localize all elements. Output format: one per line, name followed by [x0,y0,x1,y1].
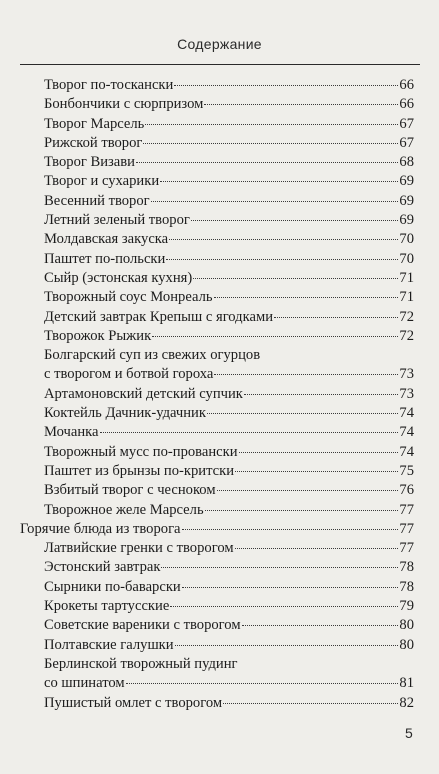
toc-entry-title: Эстонский завтрак [44,559,161,576]
toc-entry-title: Творожный соус Монреаль [44,289,213,306]
toc-entry-page: 68 [399,154,414,171]
dot-leader [143,143,398,144]
toc-entry-page: 75 [399,462,414,479]
toc-entry [20,134,414,153]
toc-entry [20,250,414,269]
toc-entry-title: Творожный мусс по-провански [44,443,238,460]
dot-leader [152,336,398,337]
toc-entry-title: Творог по-тоскански [44,77,174,93]
toc-entry-title: Творог Визави [44,154,135,171]
toc-entry-page: 77 [399,520,414,537]
dot-leader [175,645,399,646]
toc-entry [20,288,414,307]
toc-entry-page: 79 [399,598,414,615]
dot-leader [174,85,398,86]
dot-leader [151,201,399,202]
toc-entry-title: Артамоновский детский супчик [44,385,243,402]
toc-entry [20,211,414,230]
dot-leader [161,567,398,568]
toc-entry-page: 76 [399,482,414,499]
dot-leader [170,606,398,607]
toc-entry-page: 69 [399,212,414,229]
toc-entry-title: Крокеты тартусские [44,598,170,615]
toc-entry-page: 78 [399,578,414,595]
toc-entry-page: 74 [399,405,414,422]
dot-leader [126,683,399,684]
toc-entry-title: Паштет из брынзы по-критски [44,462,235,479]
toc-entry-page: 77 [399,501,414,518]
toc-entry-page: 81 [399,675,414,692]
dot-leader [145,124,398,125]
toc-entry [20,481,414,500]
toc-entry [20,443,414,462]
toc-entry [20,308,414,327]
toc-entry-title: Творожное желе Марсель [44,501,204,518]
toc-entry-title: Весенний творог [44,192,150,209]
toc-entry [20,578,414,597]
toc-entry-title: Творог и сухарики [44,173,160,190]
toc-entry [20,346,414,365]
toc-entry-page: 69 [399,192,414,209]
toc-entry [20,616,414,635]
toc-entry-page: 70 [399,231,414,248]
toc-entry [20,539,414,558]
toc-entry [20,674,414,693]
dot-leader [235,471,398,472]
toc-entry-title: Советские вареники с творогом [44,617,241,634]
toc-entry [20,192,414,211]
toc-entry [20,172,414,191]
toc-entry-page: 70 [399,250,414,267]
dot-leader [239,452,399,453]
toc-entry [20,404,414,423]
dot-leader [182,587,399,588]
page-number: 5 [405,725,413,741]
toc-entry-title: с творогом и ботвой гороха [44,366,214,383]
toc-entry [20,115,414,134]
toc-entry [20,269,414,288]
toc-entry [20,694,414,713]
dot-leader [244,394,399,395]
toc-entry-page: 80 [399,636,414,653]
toc-entry-page: 74 [399,424,414,441]
header-divider [20,64,420,65]
dot-leader [242,625,399,626]
dot-leader [204,104,398,105]
toc-entry [20,153,414,172]
toc-entry-page: 77 [399,540,414,557]
toc-entry-page: 78 [399,559,414,576]
toc-entry [20,462,414,481]
toc-entry-page: 73 [399,385,414,402]
toc-entry [20,76,414,95]
toc-entry [20,95,414,114]
toc-entry-title: Творог Марсель [44,115,145,132]
toc-entry [20,597,414,616]
toc-entry-page: 67 [399,134,414,151]
toc-entry-title: Молдавская закуска [44,231,169,248]
toc-entry [20,365,414,384]
toc-entry-title: Детский завтрак Крепыш с ягодками [44,308,274,325]
toc-entry [20,385,414,404]
dot-leader [235,548,399,549]
toc-entry-page: 72 [399,308,414,325]
toc-entry-title: Рижской творог [44,134,143,151]
toc-entry-page: 66 [399,96,414,113]
toc-entry-title: Болгарский суп из свежих огурцов [44,347,261,364]
toc-entry-title: Латвийские гренки с творогом [44,540,234,557]
toc-entry-page: 80 [399,617,414,634]
toc-entry [20,501,414,520]
toc-entry [20,655,414,674]
toc-entry-title: Коктейль Дачник-удачник [44,405,206,422]
page-header-title: Содержание [177,36,262,52]
toc-entry-page: 74 [399,443,414,460]
toc-entry-title: Сырники по-баварски [44,578,181,595]
toc-entry-page: 71 [399,289,414,306]
toc-entry-title: Летний зеленый творог [44,212,190,229]
toc-entry-title: Бонбончики с сюрпризом [44,96,204,113]
toc-entry-page: 72 [399,327,414,344]
dot-leader [182,529,399,530]
dot-leader [214,297,399,298]
dot-leader [223,703,398,704]
dot-leader [169,239,398,240]
toc-section-heading [20,520,414,539]
dot-leader [136,162,398,163]
dot-leader [207,413,398,414]
toc-entry-title: Мочанка [44,424,99,441]
dot-leader [166,259,398,260]
toc-entry-page: 71 [399,269,414,286]
toc-entry-title: Сыйр (эстонская кухня) [44,269,193,286]
toc-entry-page: 73 [399,366,414,383]
toc-entry-title: Берлинской творожный пудинг [44,655,238,672]
toc-entry-page: 69 [399,173,414,190]
dot-leader [100,432,399,433]
dot-leader [205,510,399,511]
dot-leader [160,181,398,182]
dot-leader [214,374,398,375]
dot-leader [274,317,398,318]
toc-entry-page: 67 [399,115,414,132]
toc-entry-title: Полтавские галушки [44,636,174,653]
toc-entry-title: Взбитый творог с чесноком [44,482,216,499]
toc-entry-title: Пушистый омлет с творогом [44,694,223,711]
toc-entry [20,558,414,577]
dot-leader [193,278,398,279]
toc-entry-page: 82 [399,694,414,711]
toc-entry-title: Паштет по-польски [44,250,166,267]
toc-entry [20,423,414,442]
toc-entry-title: Горячие блюда из творога [20,520,181,537]
toc-entry-title: Творожок Рыжик [44,327,152,344]
toc-entry [20,636,414,655]
table-of-contents [20,76,414,713]
toc-entry [20,327,414,346]
toc-entry-title: со шпинатом [44,675,125,692]
dot-leader [191,220,399,221]
dot-leader [217,490,399,491]
toc-entry-page: 66 [399,77,414,93]
toc-entry [20,230,414,249]
